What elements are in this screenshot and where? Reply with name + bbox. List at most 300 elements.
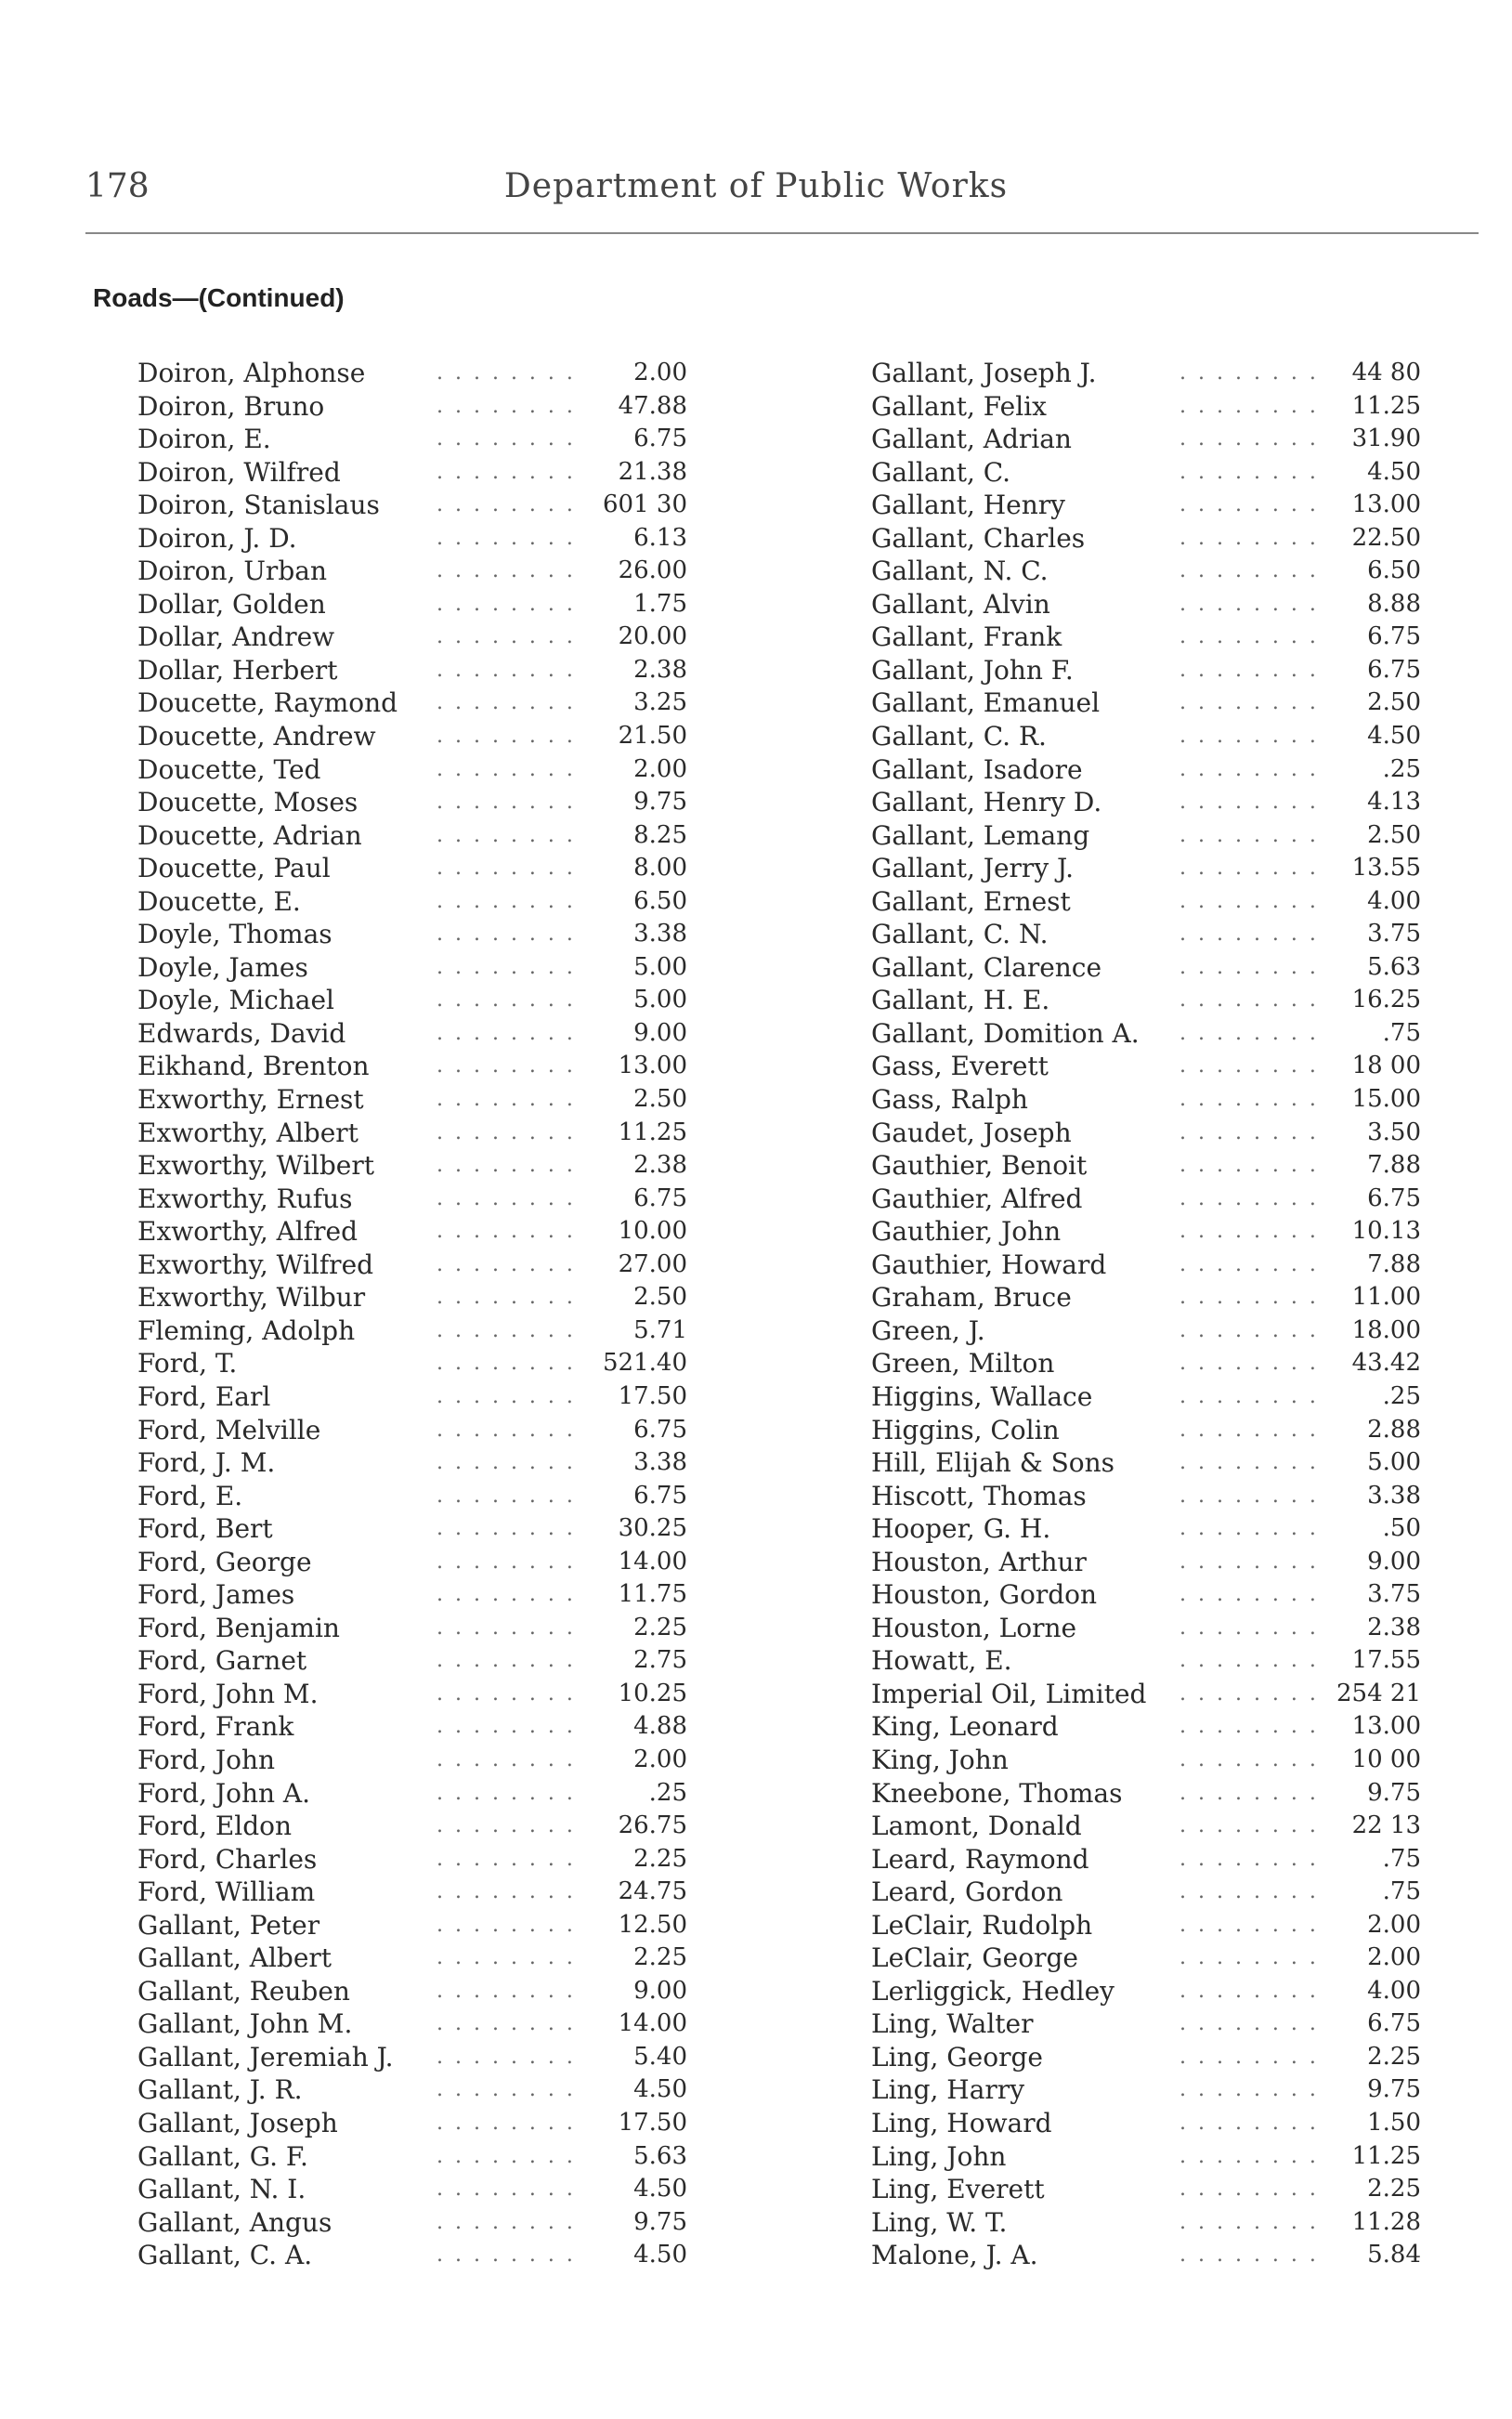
list-item [130,1017,687,1051]
payee-name: Gallant, John M. [137,2008,353,2040]
list-item [130,621,687,654]
list-item [130,2107,687,2140]
payee-name: Gallant, Joseph J. [871,358,1097,388]
payee-name: Gallant, Jerry J. [871,853,1074,884]
list-item [130,522,687,556]
list-item [864,1975,1421,2008]
payee-name: Gallant, Angus [137,2206,332,2238]
payee-name: Ling, Everett [871,2174,1045,2205]
payment-amount: 7.88 [1367,1151,1421,1180]
list-item [864,2041,1421,2074]
payment-amount: 4.00 [1367,886,1421,915]
dot-leader: . . . . . . . . [1180,1715,1319,1739]
list-item [130,1777,687,1811]
dot-leader: . . . . . . . . [1180,988,1319,1013]
dot-leader: . . . . . . . . [1180,1814,1319,1838]
dot-leader: . . . . . . . . [1180,1418,1319,1442]
payment-amount: 5.00 [633,986,687,1014]
payment-amount: 6.75 [1367,1183,1421,1212]
payment-amount: 4.88 [633,1712,687,1741]
payee-name: King, Leonard [871,1711,1059,1743]
dot-leader: . . . . . . . . [437,1120,576,1144]
payment-amount: 44 80 [1351,359,1421,386]
list-item [130,423,687,456]
payment-amount: 24.75 [618,1877,687,1906]
payment-amount: 3.38 [1367,1481,1421,1510]
payee-name: Doiron, Bruno [137,390,325,422]
list-item [130,1149,687,1183]
dot-leader: . . . . . . . . [1180,725,1319,749]
payment-amount: 2.50 [633,1283,687,1312]
payee-name: Doiron, Alphonse [137,358,366,388]
payment-amount: 9.75 [1367,1778,1421,1807]
payee-name: Gallant, Isadore [871,753,1083,785]
dot-leader: . . . . . . . . [437,791,576,815]
payee-name: Doucette, Raymond [137,687,398,719]
payment-amount: 2.00 [1367,1943,1421,1972]
payee-name: Gallant, Peter [137,1909,320,1941]
payee-name: Ford, Benjamin [137,1612,340,1643]
dot-leader: . . . . . . . . [1180,1384,1319,1408]
payment-amount: 2.25 [1367,2175,1421,2203]
dot-leader: . . . . . . . . [1180,2177,1319,2202]
dot-leader: . . . . . . . . [1180,658,1319,682]
dot-leader: . . . . . . . . [437,1220,576,1244]
dot-leader: . . . . . . . . [1180,2045,1319,2069]
payee-name: Leard, Gordon [871,1876,1063,1908]
payee-name: Gallant, N. I. [137,2174,306,2205]
payment-amount: 15.00 [1351,1085,1421,1114]
payment-amount: 18 00 [1351,1052,1421,1080]
list-item [130,1314,687,1348]
payment-amount: 2.50 [1367,820,1421,849]
dot-leader: . . . . . . . . [437,889,576,913]
payment-amount: .75 [1382,1844,1421,1873]
dot-leader: . . . . . . . . [437,1649,576,1673]
dot-leader: . . . . . . . . [1180,955,1319,979]
payee-name: Lerliggick, Hedley [871,1975,1114,2007]
payee-name: Dollar, Golden [137,588,326,620]
payee-name: Leard, Raymond [871,1843,1089,1875]
payment-amount: 11.00 [1351,1283,1421,1312]
payee-name: Ling, John [871,2140,1007,2172]
list-item [130,456,687,490]
dot-leader: . . . . . . . . [1180,757,1319,781]
payee-name: Exworthy, Wilbert [137,1150,374,1182]
list-item [130,753,687,787]
list-item [130,1843,687,1876]
list-item [864,1083,1421,1117]
list-item [130,1480,687,1513]
payment-amount: 6.75 [633,1183,687,1212]
dot-leader: . . . . . . . . [437,1517,576,1541]
payment-amount: 14.00 [618,2009,687,2038]
dot-leader: . . . . . . . . [437,1781,576,1805]
payment-amount: 13.55 [1351,854,1421,883]
dot-leader: . . . . . . . . [437,1252,576,1276]
payment-amount: .25 [1382,754,1421,783]
payee-name: Houston, Arthur [871,1546,1087,1577]
payee-name: Ford, Frank [137,1711,294,1743]
list-item [864,489,1421,522]
dot-leader: . . . . . . . . [1180,1120,1319,1144]
dot-leader: . . . . . . . . [437,1384,576,1408]
dot-leader: . . . . . . . . [1180,2012,1319,2036]
dot-leader: . . . . . . . . [437,757,576,781]
dot-leader: . . . . . . . . [437,2210,576,2234]
list-item [130,1347,687,1380]
payee-name: Doucette, Andrew [137,721,376,752]
dot-leader: . . . . . . . . [1180,2078,1319,2102]
payee-name: Gauthier, John [871,1216,1062,1248]
payee-name: Houston, Lorne [871,1612,1077,1643]
payment-amount: 10 00 [1351,1745,1421,1773]
dot-leader: . . . . . . . . [1180,559,1319,583]
payment-amount: 9.75 [1367,2075,1421,2104]
payee-name: Exworthy, Alfred [137,1216,358,1248]
payee-name: Gallant, Felix [871,390,1047,422]
payee-name: LeClair, George [871,1942,1078,1974]
payment-amount: 1.75 [633,589,687,618]
list-item [864,852,1421,885]
list-item [130,1083,687,1117]
payment-amount: 3.50 [1367,1118,1421,1146]
list-item [130,1546,687,1579]
payment-amount: 3.75 [1367,920,1421,948]
payment-amount: 5.63 [1367,952,1421,981]
dot-leader: . . . . . . . . [437,955,576,979]
list-item [130,1909,687,1942]
payment-amount: 6.75 [1367,655,1421,684]
payee-name: Ling, George [871,2041,1043,2072]
dot-leader: . . . . . . . . [1180,889,1319,913]
payee-name: Higgins, Colin [871,1414,1060,1445]
list-item [864,423,1421,456]
running-head: Department of Public Works [503,167,1009,205]
payment-amount: 5.00 [633,952,687,981]
payment-amount: 3.38 [633,1448,687,1477]
payment-amount: 11.25 [618,1118,687,1146]
list-item [864,522,1421,556]
payment-amount: 12.50 [618,1910,687,1939]
payment-amount: 2.88 [1367,1415,1421,1444]
payee-name: Gallant, Henry [871,490,1065,521]
list-item [130,555,687,588]
payee-name: Ford, Charles [137,1843,318,1875]
dot-leader: . . . . . . . . [437,1352,576,1376]
payment-amount: 4.50 [1367,722,1421,751]
list-item [130,1612,687,1645]
payee-name: Kneebone, Thomas [871,1777,1123,1809]
dot-leader: . . . . . . . . [1180,1088,1319,1112]
dot-leader: . . . . . . . . [1180,1681,1319,1706]
list-item [864,1281,1421,1314]
payment-amount: 47.88 [618,391,687,420]
payment-amount: 31.90 [1351,425,1421,453]
payee-name: Green, J. [871,1314,985,1346]
list-item [130,1512,687,1546]
list-item [864,2239,1421,2272]
list-item [130,1578,687,1612]
payee-name: Doucette, E. [137,885,301,917]
dot-leader: . . . . . . . . [437,1847,576,1871]
section-heading: Roads—(Continued) [93,283,345,312]
dot-leader: . . . . . . . . [437,1946,576,1970]
list-item [864,1678,1421,1711]
dot-leader: . . . . . . . . [1180,856,1319,881]
payee-name: Doucette, Ted [137,753,321,785]
payment-amount: 22 13 [1351,1811,1421,1840]
list-item [130,1942,687,1975]
dot-leader: . . . . . . . . [1180,922,1319,947]
payee-name: Ford, T. [137,1348,238,1379]
payee-name: Gallant, Henry D. [871,787,1102,818]
list-item [130,1876,687,1909]
payee-name: Ford, Melville [137,1414,321,1445]
payee-name: Gallant, Frank [871,621,1062,653]
list-item [864,456,1421,490]
list-item [864,621,1421,654]
dot-leader: . . . . . . . . [1180,691,1319,715]
list-item [130,1975,687,2008]
dot-leader: . . . . . . . . [437,725,576,749]
payee-name: Gallant, Reuben [137,1975,350,2007]
payment-amount: 9.75 [633,2207,687,2236]
list-item [864,753,1421,787]
payment-amount: 6.75 [1367,2009,1421,2038]
dot-leader: . . . . . . . . [437,1681,576,1706]
dot-leader: . . . . . . . . [1180,1451,1319,1475]
dot-leader: . . . . . . . . [1180,1054,1319,1079]
dot-leader: . . . . . . . . [1180,1747,1319,1772]
list-item [864,1843,1421,1876]
page-number: 178 [85,167,150,205]
dot-leader: . . . . . . . . [1180,1913,1319,1937]
payee-name: Gallant, H. E. [871,985,1050,1016]
list-item [130,654,687,687]
payment-amount: 17.50 [618,1381,687,1410]
dot-leader: . . . . . . . . [437,394,576,418]
dot-leader: . . . . . . . . [1180,1021,1319,1045]
payee-name: Gallant, Alvin [871,588,1050,620]
payee-name: Gallant, C. R. [871,721,1047,752]
dot-leader: . . . . . . . . [437,2177,576,2202]
list-item [130,1414,687,1447]
dot-leader: . . . . . . . . [437,1186,576,1210]
payee-name: Gallant, Lemang [871,819,1090,851]
list-item [864,1710,1421,1744]
payee-name: Ford, John M. [137,1678,319,1709]
payment-amount: 8.00 [633,854,687,883]
payment-amount: 6.75 [633,425,687,453]
list-item [130,1446,687,1480]
list-item [864,918,1421,951]
payment-amount: 8.25 [633,820,687,849]
list-item [130,1050,687,1083]
dot-leader: . . . . . . . . [437,1451,576,1475]
dot-leader: . . . . . . . . [437,1484,576,1508]
list-item [864,1249,1421,1282]
payee-name: Gallant, Emanuel [871,687,1101,719]
dot-leader: . . . . . . . . [437,922,576,947]
payment-amount: 14.00 [618,1547,687,1576]
list-item [864,357,1421,390]
payment-amount: 16.25 [1351,986,1421,1014]
payee-name: LeClair, Rudolph [871,1909,1093,1941]
payee-name: Higgins, Wallace [871,1380,1093,1412]
dot-leader: . . . . . . . . [1180,592,1319,616]
payment-amount: .25 [648,1778,687,1807]
list-item [130,852,687,885]
payment-amount: 13.00 [1351,1712,1421,1741]
dot-leader: . . . . . . . . [437,1418,576,1442]
list-item [864,1183,1421,1216]
payee-name: Gauthier, Howard [871,1249,1107,1280]
dot-leader: . . . . . . . . [1180,1946,1319,1970]
dot-leader: . . . . . . . . [437,856,576,881]
dot-leader: . . . . . . . . [1180,1286,1319,1310]
payee-name: Doiron, Stanislaus [137,490,380,521]
payee-name: Gallant, Adrian [871,424,1072,455]
dot-leader: . . . . . . . . [437,1318,576,1342]
list-item [864,1347,1421,1380]
dot-leader: . . . . . . . . [1180,823,1319,847]
payment-amount: 8.88 [1367,589,1421,618]
payment-amount: .75 [1382,1018,1421,1047]
dot-leader: . . . . . . . . [437,1021,576,1045]
payment-amount: 3.75 [1367,1580,1421,1609]
payee-name: Gauthier, Benoit [871,1150,1088,1182]
list-item [864,1480,1421,1513]
list-item [130,1810,687,1843]
list-item [864,2140,1421,2174]
list-item [864,1744,1421,1777]
list-item [864,1215,1421,1249]
payment-amount: 13.00 [1351,490,1421,519]
payment-amount: 17.50 [618,2108,687,2137]
dot-leader: . . . . . . . . [1180,1220,1319,1244]
list-item [864,686,1421,720]
payment-amount: 2.50 [633,1085,687,1114]
payment-amount: 20.00 [618,622,687,651]
list-item [130,686,687,720]
dot-leader: . . . . . . . . [437,526,576,550]
payment-amount: 5.40 [633,2042,687,2071]
dot-leader: . . . . . . . . [437,361,576,385]
list-item [130,786,687,819]
payee-name: Ford, William [137,1876,316,1908]
payment-amount: 3.38 [633,920,687,948]
payee-name: Hill, Elijah & Sons [871,1447,1115,1479]
dot-leader: . . . . . . . . [1180,1615,1319,1640]
dot-leader: . . . . . . . . [437,1979,576,2003]
dot-leader: . . . . . . . . [1180,1847,1319,1871]
payment-amount: 9.00 [633,1976,687,2005]
payee-name: Ford, Earl [137,1380,271,1412]
dot-leader: . . . . . . . . [1180,1154,1319,1178]
list-item [864,1414,1421,1447]
dot-leader: . . . . . . . . [437,1088,576,1112]
list-item [130,1710,687,1744]
dot-leader: . . . . . . . . [1180,1352,1319,1376]
payment-amount: 4.50 [633,2175,687,2203]
payment-amount: 6.50 [633,886,687,915]
payment-amount: 3.25 [633,688,687,717]
payee-name: King, John [871,1744,1009,1775]
dot-leader: . . . . . . . . [437,559,576,583]
list-item [130,1249,687,1282]
dot-leader: . . . . . . . . [437,1715,576,1739]
payee-name: Gallant, J. R. [137,2074,303,2106]
payment-amount: 10.13 [1351,1217,1421,1246]
payment-amount: 5.71 [633,1315,687,1344]
dot-leader: . . . . . . . . [437,1880,576,1904]
payee-name: Malone, J. A. [871,2240,1038,2271]
payee-name: Edwards, David [137,1017,346,1049]
payee-name: Ford, John A. [137,1777,311,1809]
dot-leader: . . . . . . . . [437,658,576,682]
list-item [130,588,687,621]
dot-leader: . . . . . . . . [437,2045,576,2069]
payment-amount: 2.25 [1367,2042,1421,2071]
list-item [130,2173,687,2206]
dot-leader: . . . . . . . . [1180,1583,1319,1607]
list-item [864,2007,1421,2041]
dot-leader: . . . . . . . . [437,1054,576,1079]
payment-amount: 4.50 [1367,457,1421,486]
list-item [130,951,687,985]
dot-leader: . . . . . . . . [1180,2243,1319,2268]
payment-amount: 11.28 [1351,2207,1421,2236]
payee-name: Ling, Harry [871,2074,1025,2106]
payment-amount: 4.50 [633,2075,687,2104]
payment-amount: 254 21 [1336,1679,1421,1707]
list-item [864,720,1421,753]
list-item [864,555,1421,588]
list-item [130,918,687,951]
payee-name: Doucette, Moses [137,787,358,818]
dot-leader: . . . . . . . . [1180,427,1319,451]
dot-leader: . . . . . . . . [437,1549,576,1574]
dot-leader: . . . . . . . . [437,1747,576,1772]
list-item [130,1744,687,1777]
dot-leader: . . . . . . . . [437,823,576,847]
payee-name: Eikhand, Brenton [137,1051,370,1082]
payment-amount: 11.75 [618,1580,687,1609]
dot-leader: . . . . . . . . [1180,526,1319,550]
payee-name: Imperial Oil, Limited [871,1678,1147,1709]
dot-leader: . . . . . . . . [1180,1549,1319,1574]
payee-name: Dollar, Herbert [137,654,338,686]
right-column [864,357,1421,2272]
payment-amount: 22.50 [1351,523,1421,552]
payee-name: Gallant, Jeremiah J. [137,2041,394,2072]
payment-amount: 2.00 [633,754,687,783]
dot-leader: . . . . . . . . [1180,1649,1319,1673]
payee-name: Exworthy, Albert [137,1117,358,1148]
dot-leader: . . . . . . . . [437,1154,576,1178]
payment-amount: 21.38 [618,457,687,486]
payee-name: Doucette, Adrian [137,819,362,851]
list-item [130,1644,687,1678]
payee-name: Green, Milton [871,1348,1055,1379]
list-item [130,2140,687,2174]
payee-name: Gallant, G. F. [137,2140,308,2172]
list-item [864,1777,1421,1811]
payment-amount: 18.00 [1351,1315,1421,1344]
dot-leader: . . . . . . . . [437,2111,576,2135]
payment-amount: 4.13 [1367,788,1421,817]
